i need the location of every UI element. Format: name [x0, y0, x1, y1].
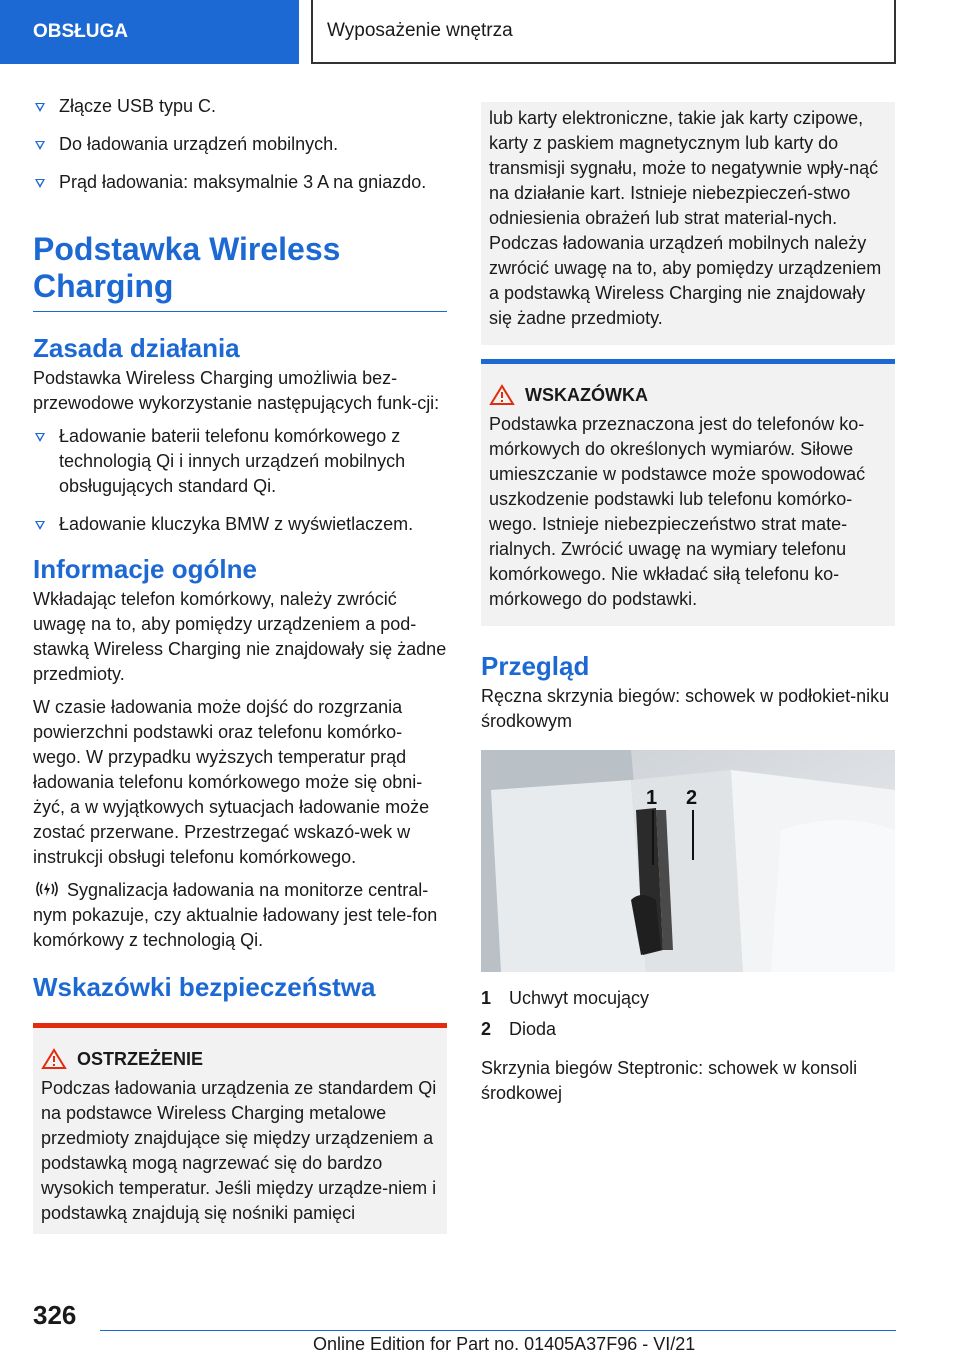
notice-box [481, 359, 895, 626]
callout-2: 2 [686, 787, 698, 809]
edition-info: Online Edition for Part no. 01405A37F96 - VI/21 [313, 1334, 696, 1354]
page-number: 326 [33, 1300, 77, 1330]
general-info-p2: W czasie ładowania może dojść do rozgrzania powierzchni podstawki oraz telefonu komórko-wego. W przypadku wyższych temperatur prąd ładowania telefonu komórkowego może się obni-żyć, a w wyjątkowych sytuacjach ładowanie może zostać przerwane. Przestrzegać wskazó-wek w instrukcji obsługi telefonu komórkowego. [33, 697, 430, 867]
general-info-p3: Sygnalizacja ładowania na monitorze central-nym pokazuje, czy aktualnie ładowany jest tele-fon komórkowy z technologią Qi. [33, 880, 438, 950]
section-title: Podstawka Wireless Charging [33, 231, 447, 312]
steptronic-caption: Skrzynia biegów Steptronic: schowek w konsoli środkowej [481, 1058, 858, 1103]
overview-caption: Ręczna skrzynia biegów: schowek w podłokiet-niku środkowym [481, 686, 890, 731]
general-info-title: Informacje ogólne [33, 554, 257, 584]
photo-legend [481, 986, 895, 1042]
bullet-triangle-icon [35, 103, 45, 112]
list-item: Ładowanie kluczyka BMW z wyświetlaczem. [33, 512, 447, 537]
bullet-triangle-icon [35, 141, 45, 150]
armrest-illustration [481, 750, 895, 972]
warning-triangle-icon [41, 1048, 67, 1070]
safety-title: Wskazówki bezpieczeństwa [33, 972, 376, 1002]
warning-triangle-icon [489, 384, 515, 406]
wireless-charging-icon [33, 879, 61, 899]
notice-text: Podstawka przeznaczona jest do telefonów ko-mórkowych do określonych wymiarów. Siłowe umieszczanie w podstawce może spowodować uszkodzenie podstawki lub telefonu komórko-wego. Istnieje niebezpieczeństwo strat mate-rialnych. Zwrócić uwagę na wymiary telefonu komórkowego. Nie wkładać siłą telefonu ko-mórkowego do podstawki. [489, 414, 866, 609]
warning-label: OSTRZEŻENIE [77, 1048, 204, 1069]
general-info-p1: Wkładając telefon komórkowy, należy zwrócić uwagę na to, aby pomiędzy urządzeniem a pod-stawką Wireless Charging nie znajdowały się żadne przedmioty. [33, 589, 447, 684]
legend-item: 1 Uchwyt mocujący [481, 988, 650, 1008]
bullet-triangle-icon [35, 521, 45, 530]
bullet-triangle-icon [35, 179, 45, 188]
list-item: Ładowanie baterii telefonu komórkowego z technologią Qi i innych urządzeń mobilnych obsługujących standard Qi. [33, 424, 447, 499]
warning-text-continued: lub karty elektroniczne, takie jak karty czipowe, karty z paskiem magnetycznym lub karty do transmisji sygnału, może to negatywnie wpły-nąć na działanie kart. Istnieje niebezpieczeń-stwo odniesienia obrażeń lub strat material-nych. Podczas ładowania urządzeń mobilnych należy zwrócić uwagę na to, aby pomiędzy urządzeniem a podstawką Wireless Charging nie znajdowały się żadne przedmioty. [489, 108, 882, 328]
section-tab[interactable] [0, 0, 299, 64]
warning-box-continued [481, 102, 895, 345]
section-label: OBSŁUGA [33, 21, 128, 42]
principle-bullet-list [33, 424, 447, 537]
warning-box [33, 1023, 447, 1234]
chapter-header [311, 0, 896, 64]
notice-label: WSKAZÓWKA [525, 384, 648, 405]
warning-text: Podczas ładowania urządzenia ze standardem Qi na podstawce Wireless Charging metalowe przedmioty znajdujące się między urządzeniem a podstawką mogą nagrzewać się do bardzo wysokich temperatur. Jeśli między urządze-niem i podstawką znajdują się nośniki pamięci [41, 1078, 437, 1223]
left-column [33, 94, 447, 1234]
list-item: Prąd ładowania: maksymalnie 3 A na gniazdo. [33, 170, 447, 195]
principle-text: Podstawka Wireless Charging umożliwia bez-przewodowe wykorzystanie następujących funk-cji: [33, 368, 440, 413]
armrest-storage-photo [481, 750, 895, 972]
legend-item: 2 Dioda [481, 1019, 557, 1039]
callout-1: 1 [646, 787, 658, 809]
overview-title: Przegląd [481, 651, 590, 681]
list-item: Do ładowania urządzeń mobilnych. [33, 132, 447, 157]
right-column [481, 102, 895, 1114]
intro-bullet-list [33, 94, 447, 195]
principle-title: Zasada działania [33, 333, 240, 363]
chapter-title: Wyposażenie wnętrza [327, 20, 513, 41]
bullet-triangle-icon [35, 433, 45, 442]
footer-divider [100, 1330, 896, 1331]
list-item: Złącze USB typu C. [33, 94, 447, 119]
